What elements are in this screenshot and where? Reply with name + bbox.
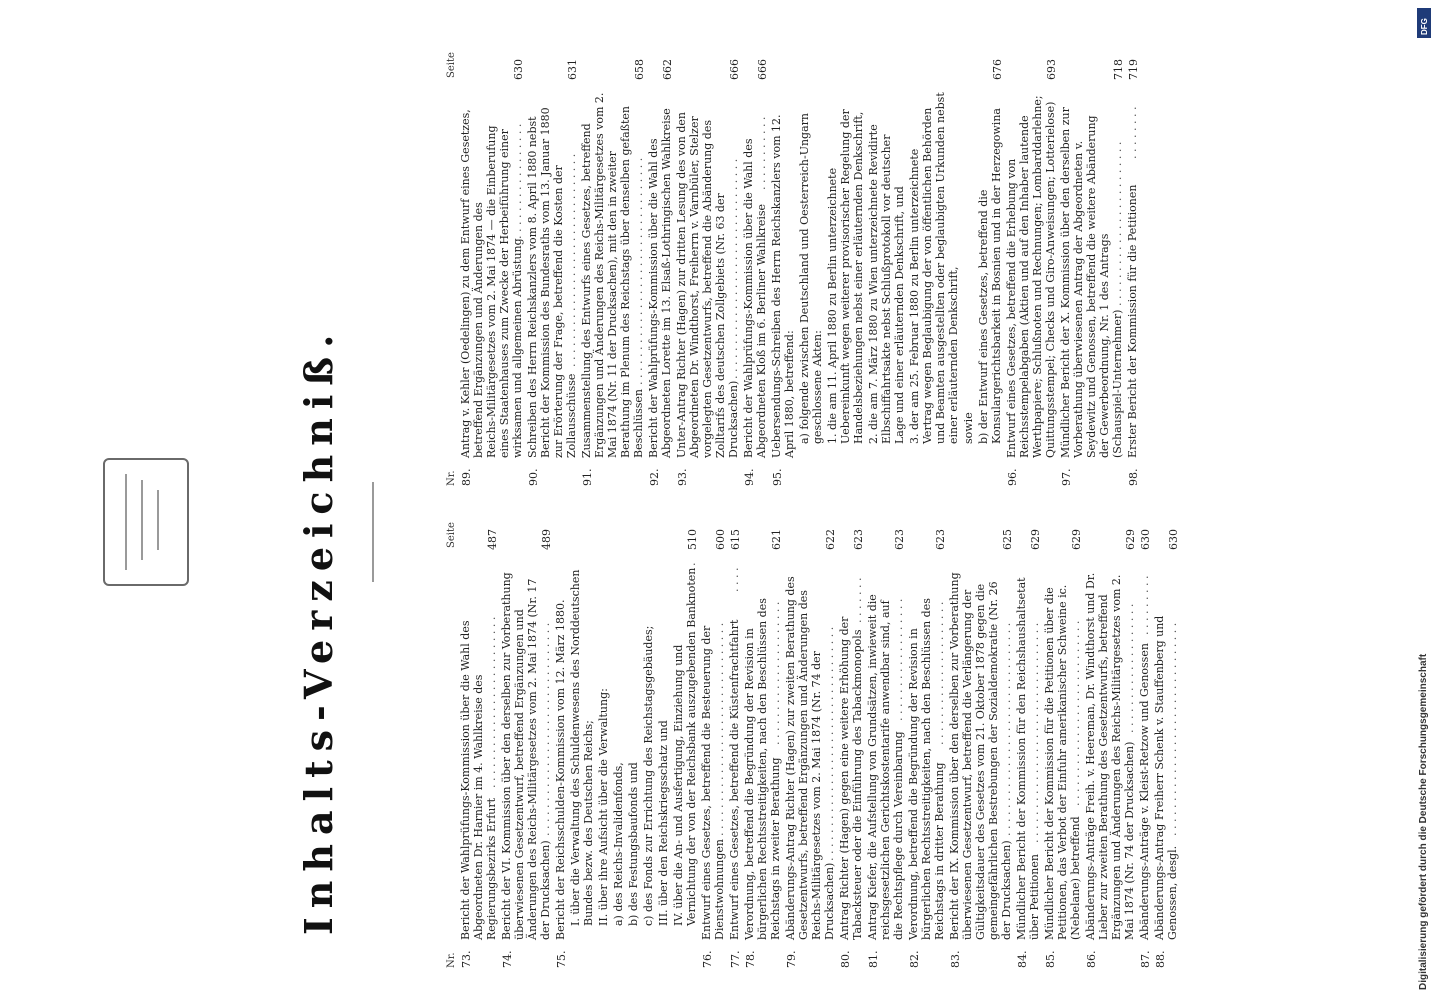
toc-entry-line: einer erläuternden Denkschrift,: [947, 266, 960, 444]
toc-entry-line: Entwurf eines Gesetzes, betreffend die Erhebung von: [1005, 158, 1018, 458]
toc-entry-line: Abgeordneten Lorette im 13. Elsaß-Lothringischen Wahlkreise: [660, 108, 673, 458]
toc-entry-line: Unter-Antrag Richter (Hagen) zur dritten Lesung des von den: [675, 112, 688, 458]
toc-entry-line: Erster Bericht der Kommission für die Petitionen: [1126, 184, 1139, 458]
toc-entry-line: Vertrag wegen Beglaubigung der von öffentlichen Behörden: [921, 107, 934, 444]
toc-entry-line: Mai 1874 (Nr. 11 der Drucksachen), mit den in zweiter: [606, 151, 619, 458]
toc-entry-line: Seydewitz und Genossen, betreffend die weitere Abänderung: [1085, 115, 1098, 458]
entry-number: 92.: [648, 468, 661, 486]
toc-entry-line: vorgelegten Gesetzentwurfs, betreffend die Abänderung des: [701, 120, 714, 458]
entry-number: 77.: [729, 950, 742, 968]
toc-entry-line: gemeingefährlichen Bestrebungen der Sozialdemokratie (Nr. 26: [987, 581, 1000, 940]
entry-number: 76.: [701, 950, 714, 968]
entry-number: 94.: [743, 468, 756, 486]
toc-entry-line: Bericht der Wahlprüfungs-Kommission über die Wahl des: [459, 620, 472, 940]
entry-number: 88.: [1154, 950, 1167, 968]
toc-entry-line: Änderungen des Reichs-Militärgesetzes vom 2. Mai 1874 (Nr. 17: [526, 578, 539, 940]
page-title: [296, 195, 341, 940]
toc-entry-line: Bericht der Wahlprüfungs-Kommission über die Wahl des: [742, 138, 755, 458]
entry-number: 78.: [744, 950, 757, 968]
toc-entry-line: Antrag v. Kehler (Oedelingen) zu dem Entwurf eines Gesetzes,: [459, 109, 472, 458]
toc-entry-line: Abgeordneten Kloß im 6. Berliner Wahlkreise: [755, 203, 768, 458]
leader-dots: . . . . . . . . . . . . . . . . . . . . .: [933, 601, 946, 745]
leader-dots: . . . . . . . . . . . . . . . . . . . . . . . . .: [485, 616, 498, 788]
toc-entry-line: Handelsbeziehungen nebst einer erläuternden Denkschrift,: [852, 111, 865, 444]
toc-entry-line: und Beamten ausgestellten oder beglaubigten Urkunden nebst: [934, 92, 947, 444]
toc-entry-line: betreffend Ergänzungen und Änderungen des: [472, 202, 485, 458]
toc-entry-line: der Drucksachen): [539, 840, 552, 940]
toc-entry-line: Schreiben des Herrn Reichskanzlers vom 8. April 1880 nebst: [526, 116, 539, 458]
leader-dots: . . . . . . . . . . . . . . . . . . . . . . . . . . .: [1069, 620, 1082, 806]
page-number: 487: [486, 529, 499, 550]
toc-entry-line: überwiesenen Gesetzentwurf, betreffend die Verlängerung der: [961, 589, 974, 940]
entry-number: 95.: [771, 468, 784, 486]
toc-entry-line: Vorberathung überwiesenen Antrag der Abgeordneten v.: [1072, 140, 1085, 458]
toc-entry-line: Ergänzungen und Änderungen des Reichs-Militärgesetzes vom 2.: [593, 92, 606, 458]
dfg-logo: DFG: [1417, 8, 1431, 38]
toc-entry-line: Mündlicher Bericht der Kommission für den Reichshaushaltsetat: [1015, 577, 1028, 940]
toc-entry-line: sowie: [962, 412, 975, 444]
toc-entry-line: bürgerlichen Rechtsstreitigkeiten, nach den Beschlüssen des: [920, 598, 933, 940]
entry-number: 84.: [1016, 950, 1029, 968]
page-number: 666: [756, 59, 769, 80]
toc-entry-line: Entwurf eines Gesetzes, betreffend die Küstenfrachtfahrt: [728, 619, 741, 940]
leader-dots: . . . . . . .: [851, 577, 864, 623]
toc-entry-line: (Nebelane) betreffend: [1069, 816, 1082, 940]
toc-entry-line: Elbschiffahrtsakte nebst Schlußprotokoll vor deutscher: [880, 134, 893, 444]
toc-entry-line: Abänderungs-Antrag Freiherr Schenk v. Stauffenberg und: [1153, 615, 1166, 940]
page-number: 629: [1029, 529, 1042, 550]
page-number: 600: [714, 529, 727, 550]
toc-entry-line: der Gewerbeordnung, Nr. 1 des Antrags: [1098, 233, 1111, 458]
toc-entry-line: eines Staatenhauses zum Zwecke der Herbeiführung einer: [498, 129, 511, 458]
library-stamp: [103, 458, 189, 586]
toc-entry-line: Regierungsbezirks Erfurt: [485, 797, 498, 940]
funding-footer: Digitalisierung gefördert durch die Deutsche Forschungsgemeinschaft: [1418, 653, 1429, 990]
leader-dots: . . . . . . . . .: [1138, 575, 1151, 636]
toc-entry-line: über Petitionen: [1028, 854, 1041, 940]
toc-entry-line: Drucksachen): [727, 380, 740, 458]
toc-entry-line: c) des Fonds zur Errichtung des Reichstagsgebäudes;: [642, 625, 655, 926]
leader-dots: . . . .: [728, 567, 741, 593]
toc-entry-line: Lage und einer erläuternden Denkschrift, und: [893, 186, 906, 444]
toc-entry-line: Uebereinkunft wegen weiterer provisorischer Regelung der: [839, 109, 852, 444]
toc-entry-line: 2. die am 7. März 1880 zu Wien unterzeichnete Revidirte: [867, 124, 880, 444]
entry-number: 80.: [839, 950, 852, 968]
toc-entry-line: Beschlüssen: [632, 389, 645, 458]
toc-entry-line: I. über die Verwaltung des Schuldenwesens des Norddeutschen: [569, 569, 582, 926]
leader-dots: . . . . . . . . . . . . . . . . . . . . . . . . . . . . . . . .: [1028, 622, 1041, 843]
leader-dots: . . . . . . . . . . . . . . . . . . . . . . . . . . . . . . .: [539, 623, 552, 837]
toc-entry-line: Bundes bezw. des Deutschen Reichs;: [582, 720, 595, 926]
page-number: 630: [512, 59, 525, 80]
toc-entry-line: der Drucksachen): [1000, 840, 1013, 940]
toc-entry-line: Lieber zur zweiten Berathung des Gesetzentwurfs, betreffend: [1097, 594, 1110, 940]
toc-entry-line: Verordnung, betreffend die Begründung der Revision in: [743, 628, 756, 940]
nr-header: Nr.: [446, 952, 457, 968]
toc-entry-line: Abänderungs-Antrag Richter (Hagen) zur zweiten Berathung des: [784, 576, 797, 940]
leader-dots: .: [685, 562, 698, 567]
toc-entry-line: Mündlicher Bericht der X. Kommission über den derselben zur: [1059, 107, 1072, 458]
page-number: 629: [1124, 529, 1137, 550]
page-header: Seite: [446, 522, 457, 548]
page-number: 658: [633, 59, 646, 80]
toc-entry-line: a) folgende zwischen Deutschland und Oesterreich-Ungarn: [798, 113, 811, 444]
entry-number: 97.: [1060, 468, 1073, 486]
leader-dots: . . . . . . . . . . . . . . . . .: [511, 123, 524, 239]
page-number: 630: [1167, 529, 1180, 550]
toc-entry-line: Bericht der VI. Kommission über den derselben zur Vorberathung: [500, 572, 513, 940]
toc-entry-line: Reichs-Militärgesetzes vom 2. Mai 1874 (Nr. 74 der: [810, 651, 823, 940]
entry-number: 85.: [1044, 950, 1057, 968]
toc-entry-line: Bericht der Reichsschulden-Kommission vom 12. März 1880.: [554, 599, 567, 940]
toc-entry-line: III. über den Reichskriegsschatz und: [657, 720, 670, 926]
page-number: 510: [686, 529, 699, 550]
toc-entry-line: Petitionen, das Verbot der Einfuhr amerikanischer Schweine ic.: [1056, 584, 1069, 940]
page-number: 719: [1127, 59, 1140, 80]
entry-number: 79.: [785, 950, 798, 968]
toc-entry-line: zur Erörterung der Frage, betreffend die Kosten der: [552, 165, 565, 458]
toc-entry-line: Zusammenstellung des Entwurfs eines Gesetzes, betreffend: [580, 123, 593, 458]
entry-number: 74.: [501, 950, 514, 968]
toc-entry-line: Tabacksteuer oder die Einführung des Tabackmonopols: [851, 629, 864, 940]
toc-entry-line: II. über ihre Aufsicht über die Verwaltung:: [597, 688, 610, 926]
toc-entry-line: Zollausschüsse: [565, 373, 578, 458]
leader-dots: . . . . . . . .: [1126, 106, 1139, 160]
entry-number: 86.: [1085, 950, 1098, 968]
entry-number: 73.: [460, 950, 473, 968]
toc-entry-line: Uebersendungs-Schreiben des Herrn Reichskanzlers vom 12.: [770, 114, 783, 458]
toc-entry-line: Konsulargerichtsbarkeit in Bosnien und in der Herzegowina: [990, 108, 1003, 444]
page-number: 625: [1001, 529, 1014, 550]
toc-entry-line: Werthpapiere; Schlußnoten und Rechnungen; Lombarddarlehne;: [1031, 95, 1044, 458]
leader-dots: . . . . . . . . . . .: [755, 116, 768, 190]
toc-entry-line: Genossen, desgl.: [1166, 845, 1179, 940]
toc-entry-line: Bericht der Kommission des Bundesraths vom 13. Januar 1880: [539, 107, 552, 458]
toc-entry-line: Antrag Kiefer, die Aufstellung von Grundsätzen, inwieweit die: [866, 594, 879, 940]
entry-number: 83.: [949, 950, 962, 968]
entry-number: 89.: [460, 468, 473, 486]
toc-entry-line: überwiesenen Gesetzentwurf, betreffend Ergänzungen und: [513, 609, 526, 940]
entry-number: 75.: [555, 950, 568, 968]
toc-entry-line: Verordnung, betreffend die Begründung der Revision in: [907, 628, 920, 940]
toc-entry-line: b) des Festungsbaufonds und: [627, 762, 640, 926]
page-number: 623: [893, 529, 906, 550]
leader-dots: . . . . . . . . . . . . . . . . . . . . . . . . . . . . . . . .: [713, 622, 726, 843]
page-number: 623: [934, 529, 947, 550]
toc-entry-line: bürgerlichen Rechtsstreitigkeiten, nach den Beschlüssen des: [756, 598, 769, 940]
toc-entry-line: Reichstags in dritter Berathung: [933, 762, 946, 940]
entry-number: 82.: [908, 950, 921, 968]
leader-dots: . . . . . . . . . . . . . . . . . . . . . . . . . . . . . . .: [565, 153, 578, 367]
entry-number: 87.: [1139, 950, 1152, 968]
page-number: 623: [852, 529, 865, 550]
toc-entry-line: Bericht der Wahlprüfungs-Kommission über die Wahl des: [647, 138, 660, 458]
toc-entry-line: (Schauspiel-Unternehmer): [1111, 309, 1124, 458]
leader-dots: . . . . . . . . . . . . . . . . . . . . .: [769, 601, 782, 745]
toc-entry-line: Quittungsstempel; Checks und Giro-Anweisungen; Lotterielose): [1044, 101, 1057, 458]
toc-entry-line: Ergänzungen und Änderungen des Reichs-Militärgesetzes vom 2.: [1110, 574, 1123, 940]
toc-entry-line: Entwurf eines Gesetzes, betreffend die Besteuerung der: [700, 625, 713, 940]
toc-entry-line: Reichsstempelabgaben (Aktien und auf den Inhaber lautende: [1018, 115, 1031, 458]
toc-entry-line: Gesetzentwurfs, betreffend Ergänzungen und Änderungen des: [797, 590, 810, 940]
page-number: 676: [991, 59, 1004, 80]
toc-entry-line: Gültigkeitsdauer des Gesetzes vom 21. Oktober 1878 gegen die: [974, 583, 987, 940]
leader-dots: . . . . . . . . . . . . . . . . . . . . . . . . . . . . . . . . . .: [823, 626, 836, 861]
page-number: 662: [661, 59, 674, 80]
leader-dots: . . . . . . . . . . . . . . . . . . .: [1123, 603, 1136, 733]
toc-entry-line: Antrag Richter (Hagen) gegen eine weitere Erhöhung der: [838, 616, 851, 940]
entry-number: 91.: [581, 468, 594, 486]
page-header: Seite: [446, 52, 457, 78]
page-number: 693: [1045, 59, 1058, 80]
title-rule: [372, 482, 374, 582]
toc-entry-line: geschlossene Akten:: [811, 330, 824, 444]
toc-entry-line: 3. der am 25. Februar 1880 zu Berlin unterzeichnete: [908, 148, 921, 444]
toc-entry-line: Zolltarifs des deutschen Zollgebiets (Nr. 63 der: [714, 193, 727, 458]
entry-number: 90.: [527, 468, 540, 486]
toc-entry-line: reichsgesetzlichen Gerichtskostentarife anwendbar sind, auf: [879, 600, 892, 940]
toc-entry-line: a) des Reichs-Invalidenfonds,: [612, 762, 625, 926]
leader-dots: . . . . . . . . . . . . . . . . . . . . . . . . . . . . . . . . .: [632, 157, 645, 385]
toc-entry-line: IV. über die An- und Ausfertigung, Einziehung und: [672, 644, 685, 926]
toc-entry-line: Mai 1874 (Nr. 74 der Drucksachen): [1123, 741, 1136, 940]
leader-dots: . . . . . . . . . . . . . . . . . . . . . . . .: [1111, 141, 1124, 306]
entry-number: 81.: [867, 950, 880, 968]
toc-entry-line: b) der Entwurf eines Gesetzes, betreffend die: [977, 189, 990, 444]
nr-header: Nr.: [446, 470, 457, 486]
toc-entry-line: April 1880, betreffend:: [783, 330, 796, 458]
entry-number: 93.: [676, 468, 689, 486]
page-number: 629: [1070, 529, 1083, 550]
toc-entry-line: Abänderungs-Anträge v. Kleist-Retzow und Genossen: [1138, 643, 1151, 940]
toc-entry-line: Mündlicher Bericht der Kommission für die Petitionen über die: [1043, 587, 1056, 940]
toc-entry-line: Reichs-Militärgesetzes vom 2. Mai 1874 — die Einberufung: [485, 125, 498, 458]
entry-number: 96.: [1006, 468, 1019, 486]
entry-number: 98.: [1127, 468, 1140, 486]
toc-entry-line: Berathung im Plenum des Reichstags über denselben gefaßten: [619, 105, 632, 458]
page-number: 622: [824, 529, 837, 550]
toc-entry-line: Bericht der IX. Kommission über den derselben zur Vorberathung: [948, 572, 961, 940]
page-number: 621: [770, 529, 783, 550]
page-title-text: Inhalts-Verzeichniß.: [296, 325, 341, 935]
toc-entry-line: Abgeordneten Dr. Windthorst, Freiherrn v. Varnbüler, Stelzer: [688, 116, 701, 458]
toc-entry-line: 1. die am 11. April 1880 zu Berlin unterzeichnete: [826, 167, 839, 444]
toc-entry-line: Reichstags in zweiter Berathung: [769, 757, 782, 940]
toc-entry-line: Vernichtung der von der Reichsbank auszugebenden Banknoten: [685, 567, 698, 926]
toc-entry-line: Dienstwohnungen: [713, 838, 726, 940]
page-number: 615: [729, 529, 742, 550]
page-number: 631: [566, 59, 579, 80]
leader-dots: . . . . . . . . . . . . . . . . . . . . . . . . . . . . . . . .: [727, 158, 740, 379]
page-number: 666: [728, 59, 741, 80]
toc-entry-line: die Rechtspflege durch Vereinbarung: [892, 731, 905, 940]
leader-dots: . . . . . . . . . . . . . . . . . . . . . . . . . . . . . . .: [1000, 623, 1013, 837]
toc-entry-line: Abänderungs-Anträge Freih. v. Heereman, Dr. Windthorst und Dr.: [1084, 572, 1097, 940]
toc-entry-line: wirksamen und allgemeinen Abrüstung: [511, 238, 524, 458]
page-number: 630: [1139, 529, 1152, 550]
page-number: 718: [1112, 59, 1125, 80]
leader-dots: . . . . . . . . . . . . . . . . . . . . . . . . . . . . . . .: [1166, 623, 1179, 837]
toc-entry-line: Abgeordneten Dr. Harnier im 4. Wahlkreise des: [472, 674, 485, 940]
toc-entry-line: Drucksachen): [823, 862, 836, 940]
page-number: 489: [540, 529, 553, 550]
leader-dots: . . . . . . . . . . . . . . . . . .: [892, 598, 905, 721]
